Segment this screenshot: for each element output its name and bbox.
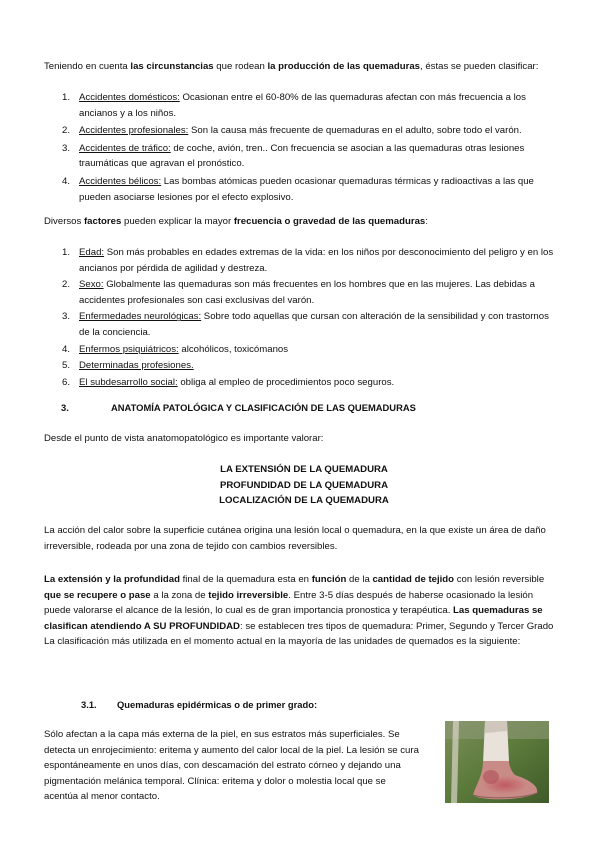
extension-paragraph bbox=[44, 572, 559, 650]
section-number: 3. bbox=[61, 402, 69, 413]
list-number: 4. bbox=[62, 175, 71, 187]
subsection-number: 3.1. bbox=[81, 699, 97, 710]
list-term: Accidentes bélicos: bbox=[79, 175, 162, 187]
intro-paragraph bbox=[44, 59, 564, 75]
list-item bbox=[44, 342, 559, 358]
list-term: Edad: bbox=[79, 247, 105, 258]
centered-heading: LOCALIZACIÓN DE LA QUEMADURA bbox=[219, 495, 389, 507]
list-text: de coche, avión, tren.. Con frecuencia se asocian a las quemaduras otras lesiones traumáticas que agravan el pronóstico. bbox=[79, 142, 525, 170]
list-text: Sobre todo aquellas que cursan con alteración de la sensibilidad y con trastornos de la conciencia. bbox=[79, 311, 549, 338]
body-text: . Entre 3-5 días después de haberse ocasionado la lesión puede valorarse el alcance de la lesión, lo cual es de gran importancia pronostica y terapéutica. bbox=[44, 589, 534, 617]
intro-text: , éstas se pueden clasificar: bbox=[420, 61, 539, 72]
bold-text: tejido irreversible bbox=[208, 589, 289, 601]
list-term: Accidentes de tráfico: bbox=[79, 142, 171, 154]
list-number: 5. bbox=[62, 360, 71, 372]
bold-text: que se recupere o pase bbox=[44, 589, 151, 601]
burned-foot-photo bbox=[445, 721, 549, 803]
list-term: Accidentes profesionales: bbox=[79, 125, 189, 137]
intro-bold-text: la producción de las quemaduras bbox=[267, 61, 420, 72]
list-term: Enfermedades neurológicas: bbox=[79, 311, 202, 323]
list-term: Enfermos psiquiátricos: bbox=[79, 343, 179, 355]
factors-intro-bold-text: frecuencia o gravedad de las quemaduras bbox=[233, 216, 426, 227]
list-term: Sexo: bbox=[79, 279, 104, 291]
factors-list bbox=[44, 245, 559, 391]
factors-intro-bold-text: factores bbox=[83, 216, 122, 227]
bold-text: Las quemaduras se clasifican atendiendo A SU PROFUNDIDAD bbox=[44, 605, 543, 632]
list-item bbox=[44, 123, 559, 139]
list-number: 3. bbox=[62, 142, 71, 154]
list-term: El subdesarrollo social: bbox=[79, 376, 178, 388]
intro-bold-text: las circunstancias bbox=[130, 61, 214, 72]
list-text: Son la causa más frecuente de quemaduras en el adulto, sobre todo el varón. bbox=[188, 125, 522, 137]
subsection-heading bbox=[81, 697, 317, 713]
centered-headings bbox=[44, 462, 564, 509]
list-text: alcohólicos, toxicómanos bbox=[178, 343, 289, 355]
list-term: Determinadas profesiones. bbox=[79, 360, 194, 372]
paragraph: La acción del calor sobre la superficie cutánea origina una lesión local o quemadura, en la que existe un área de daño irreversible, rodeada por una zona de tejido con cambios reversibles. bbox=[44, 525, 546, 552]
intro-text: Teniendo en cuenta bbox=[44, 61, 131, 72]
list-text: obliga al empleo de procedimientos poco seguros. bbox=[177, 376, 395, 388]
factors-intro-text: : bbox=[425, 216, 428, 227]
centered-heading: LA EXTENSIÓN DE LA QUEMADURA bbox=[220, 464, 388, 475]
burned-foot-image bbox=[445, 721, 549, 803]
list-item bbox=[44, 358, 559, 374]
body-text: final de la quemadura esta en bbox=[179, 574, 312, 585]
list-item bbox=[44, 174, 559, 205]
bold-text: La extensión y la profundidad bbox=[44, 574, 180, 585]
list-number: 2. bbox=[62, 125, 71, 137]
factors-intro-text: pueden explicar la mayor bbox=[121, 216, 234, 227]
body-text: a la zona de bbox=[150, 589, 209, 601]
list-item bbox=[44, 90, 559, 121]
factors-intro-paragraph bbox=[44, 214, 564, 230]
list-text: Son más probables en edades extremas de la vida: en los niños por desconocimiento del peligro y en los ancianos por pérdida de agilidad y destreza. bbox=[79, 247, 554, 274]
list-text: Globalmente las quemaduras son más frecuentes en los hombres que en las mujeres. Las debidas a accidentes profesionales son casi exclusivas del varón. bbox=[79, 279, 535, 306]
bold-text: función bbox=[311, 574, 347, 585]
list-item bbox=[44, 141, 559, 172]
list-item bbox=[44, 245, 559, 276]
list-number: 6. bbox=[62, 376, 71, 388]
bold-text: cantidad de tejido bbox=[372, 574, 455, 585]
paragraph: Desde el punto de vista anatomopatológico es importante valorar: bbox=[44, 433, 324, 444]
centered-heading: PROFUNDIDAD DE LA QUEMADURA bbox=[219, 479, 389, 491]
section-heading bbox=[61, 400, 416, 416]
factors-intro-text: Diversos bbox=[44, 216, 84, 227]
list-item bbox=[44, 277, 559, 308]
list-number: 1. bbox=[62, 247, 71, 258]
list-text: Ocasionan entre el 60-80% de las quemaduras afectan con más frecuencia a los ancianos y a los niños. bbox=[79, 92, 526, 119]
subsection-title: Quemaduras epidérmicas o de primer grado: bbox=[117, 699, 318, 710]
list-item bbox=[44, 309, 559, 340]
list-number: 2. bbox=[62, 279, 71, 291]
section-title: ANATOMÍA PATOLÓGICA Y CLASIFICACIÓN DE LAS QUEMADURAS bbox=[111, 402, 416, 413]
list-item bbox=[44, 375, 559, 391]
list-number: 1. bbox=[62, 92, 71, 103]
paragraph: Sólo afectan a la capa más externa de la piel, en sus estratos más superficiales. Se detecta un enrojecimiento: eritema y aumento del calor local de la piel. La lesión se cura espontáneamente en unos días, con descamación del estrato córneo y dejando una pigmentación melánica temporal. Clínica: eritema y dolor o molestia local que se acentúa al menor contacto. bbox=[44, 729, 419, 803]
list-text: Las bombas atómicas pueden ocasionar quemaduras térmicas y radioactivas a las que pueden asociarse lesiones por el efecto explosivo. bbox=[79, 175, 534, 203]
body-text: de la bbox=[346, 574, 373, 585]
body-text: : se establecen tres tipos de quemadura: Primer, Segundo y Tercer Grado La clasificación más utilizada en el momento actual en la mayoría de las unidades de quemados es la siguiente: bbox=[44, 620, 554, 648]
intro-text: que rodean bbox=[213, 61, 268, 72]
list-number: 4. bbox=[62, 343, 71, 355]
body-text: con lesión reversible bbox=[454, 574, 545, 585]
list-number: 3. bbox=[62, 311, 71, 323]
circumstances-list bbox=[44, 90, 559, 207]
list-term: Accidentes domésticos: bbox=[79, 92, 180, 103]
